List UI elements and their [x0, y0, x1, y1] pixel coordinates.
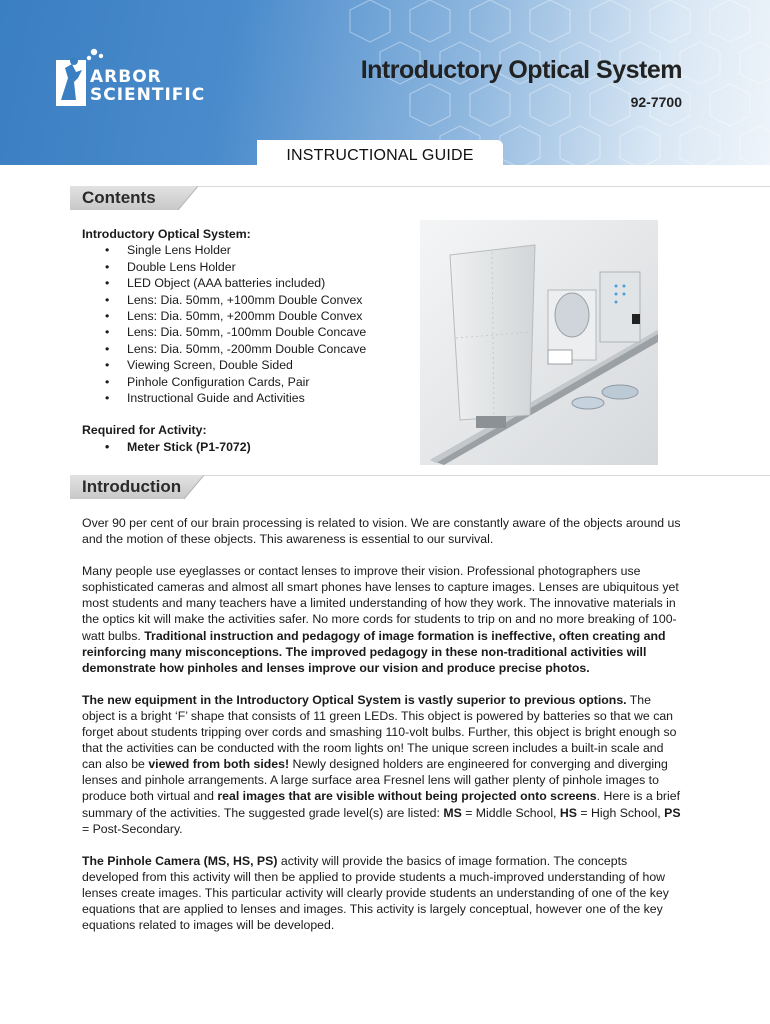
optical-system-illustration — [420, 220, 658, 465]
list-item: • Meter Stick (P1-7072) — [82, 439, 412, 455]
paragraph-emphasis: viewed from both sides! — [148, 757, 290, 772]
document-title: Introductory Optical System — [360, 56, 682, 84]
grade-text-ps: = Post-Secondary. — [82, 821, 183, 836]
list-item: • Double Lens Holder — [82, 259, 412, 275]
introduction-section-header — [70, 475, 770, 501]
logo-line-scientific: SCIENTIFIC — [90, 85, 206, 105]
list-item: • Instructional Guide and Activities — [82, 390, 412, 406]
introduction-body — [82, 515, 682, 949]
contents-list — [82, 226, 412, 455]
list-item: • Pinhole Configuration Cards, Pair — [82, 374, 412, 390]
paragraph-emphasis: Traditional instruction and pedagogy of image formation is ineffective, often creating and reinforcing many misconceptions. The improved pedagogy in these non-traditional activities will demonstrate how pinholes and lenses improve our vision and produce precise photos. — [82, 628, 666, 675]
paragraph-text: Newly designed holders are engineered for converging and diverging lenses and pinhole arrangements. A large surface area Fresnel lens will gather plenty of pinhole images to produce both virtual and — [82, 757, 668, 804]
paragraph-text: activity will provide the basics of image formation. The concepts developed from this activity will then be applied to provide students a much-improved understanding of how lenses create images. This particular activity will clearly provide students an understanding of one of the key equations that are applied to lenses and images. This activity is largely conceptual, however one of the key equations related to images will be developed. — [82, 853, 669, 933]
required-label: Required for Activity: — [82, 423, 207, 438]
contents-heading: Contents — [82, 188, 156, 207]
kit-items-list — [82, 242, 412, 406]
paragraph-pinhole-camera — [82, 853, 682, 933]
grade-abbr-hs: HS — [559, 805, 577, 820]
logo-wordmark — [90, 68, 205, 104]
list-item: • Lens: Dia. 50mm, +200mm Double Convex — [82, 308, 412, 324]
grade-abbr-ps: PS — [664, 805, 681, 820]
grade-abbr-ms: MS — [443, 805, 462, 820]
paragraph-emphasis: The Pinhole Camera (MS, HS, PS) — [82, 853, 278, 868]
list-item: • Single Lens Holder — [82, 242, 412, 258]
grade-text-hs: = High School, — [576, 805, 665, 820]
list-item: • Lens: Dia. 50mm, +100mm Double Convex — [82, 292, 412, 308]
product-code: 92-7700 — [630, 94, 682, 110]
list-item: • Viewing Screen, Double Sided — [82, 357, 412, 373]
paragraph-text: Over 90 per cent of our brain processing is related to vision. We are constantly aware of the objects around us and the motion of these objects. This awareness is essential to our survival. — [82, 516, 681, 547]
instructional-guide-label: INSTRUCTIONAL GUIDE — [257, 140, 503, 165]
introduction-heading: Introduction — [82, 477, 182, 496]
paragraph-text: Many people use eyeglasses or contact lenses to improve their vision. Professional photographers use sophisticated cameras and almost all smart phones have lenses to capture images. Lenses are ubiquitous yet most students and many teachers have a limited understanding of how they work. The innovative materials in the optics kit will make the activities safer. No more cords for students to trip on and no more breaking of 100-watt bulbs. — [82, 564, 679, 643]
contents-section-header — [70, 186, 770, 212]
list-item: • LED Object (AAA batteries included) — [82, 275, 412, 291]
paragraph-text: . Here is a brief summary of the activities. The suggested grade level(s) are listed: — [82, 789, 681, 820]
logo-line-arbor: ARBOR — [90, 67, 162, 87]
list-item: • Lens: Dia. 50mm, -200mm Double Concave — [82, 341, 412, 357]
paragraph-equipment — [82, 692, 682, 837]
paragraph-text: The object is a bright ‘F’ shape that consists of 11 green LEDs. This object is powered by batteries so that we can forget about students tripping over cords and smashing 110-volt bulbs. Further, this object is bright enough so that the activities can be conducted with the room lights on! The unique screen includes a built-in scale and can also be — [82, 692, 677, 772]
grade-text-ms: = Middle School, — [461, 805, 560, 820]
paragraph-lenses — [82, 563, 682, 676]
required-items-list — [82, 439, 412, 455]
paragraph-emphasis: The new equipment in the Introductory Optical System is vastly superior to previous options. — [82, 692, 627, 707]
product-photo — [420, 220, 658, 465]
list-item: • Lens: Dia. 50mm, -100mm Double Concave — [82, 324, 412, 340]
paragraph-vision — [82, 515, 682, 547]
section-header-shape — [70, 186, 770, 212]
system-label: Introductory Optical System: — [82, 227, 251, 241]
paragraph-emphasis: real images that are visible without being projected onto screens — [217, 789, 597, 804]
header-banner — [0, 0, 770, 165]
